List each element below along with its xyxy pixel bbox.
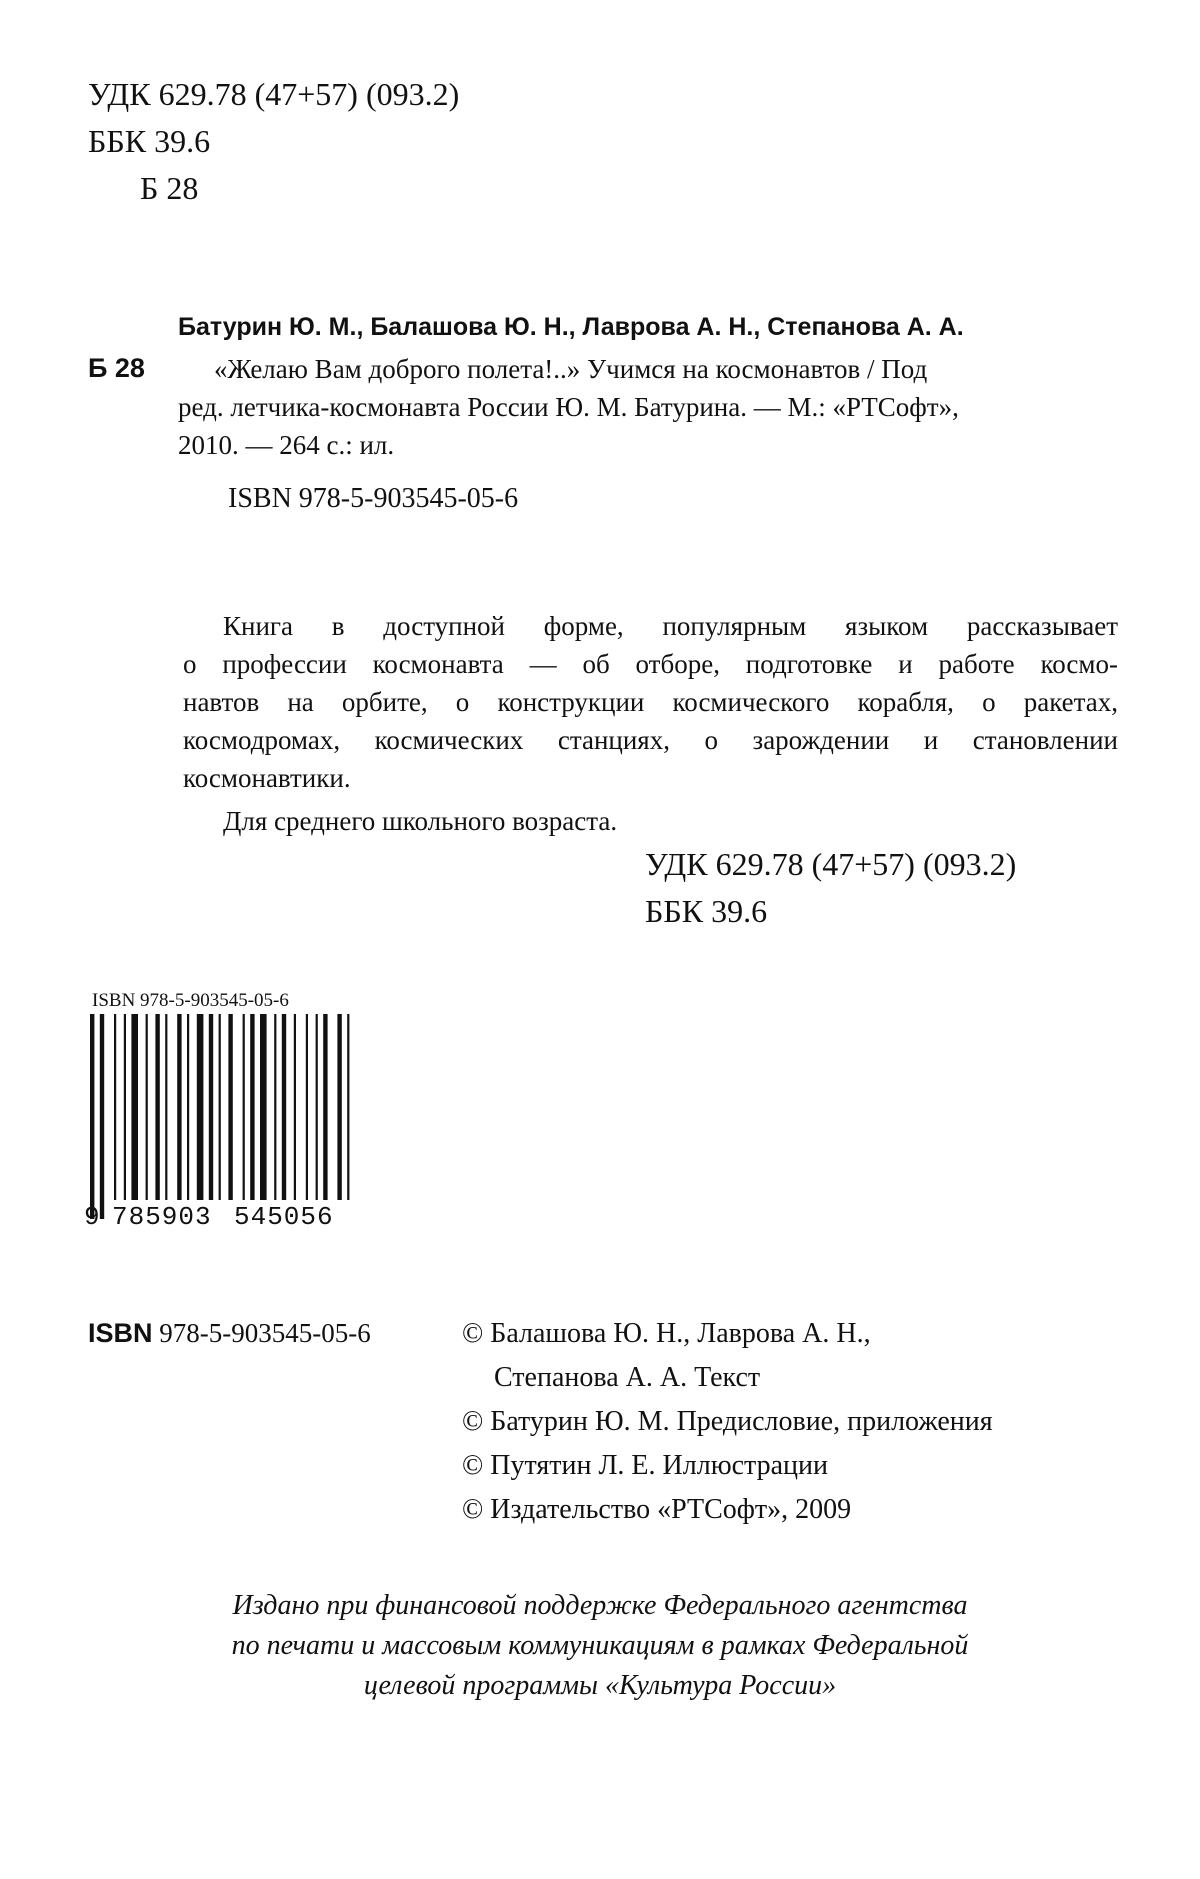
annotation-line: о профессии космонавта — об отборе, подготовке и работе космо- [183, 649, 1118, 679]
funding-line: целевой программы «Культура России» [363, 1670, 837, 1701]
barcode-lead-digit: 9 [84, 1202, 101, 1232]
barcode-bar-10 [197, 1014, 204, 1200]
barcode-bar-21 [316, 1014, 318, 1200]
funding-note [0, 1586, 1200, 1706]
author-mark-side: Б 28 [88, 353, 145, 383]
barcode-bar-6 [155, 1014, 159, 1200]
barcode-isbn-label: ISBN 978-5-903545-05-6 [92, 990, 289, 1011]
udk-code-top: УДК 629.78 (47+57) (093.2) [88, 76, 460, 112]
barcode-bar-12 [219, 1014, 221, 1200]
barcode-bar-15 [250, 1014, 254, 1200]
copyright-line: © Батурин Ю. М. Предисловие, приложения [462, 1406, 993, 1437]
annotation-line: космонавтики. [183, 763, 351, 793]
barcode-bar-9 [187, 1014, 189, 1200]
barcode-bar-8 [177, 1014, 181, 1200]
barcode-bars [88, 1014, 360, 1234]
barcode-bar-4 [131, 1014, 138, 1200]
annotation-line: Книга в доступной форме, популярным языком рассказывает [223, 611, 1118, 641]
barcode-digits-right: 545056 [234, 1202, 334, 1232]
barcode-digits-left: 785903 [112, 1202, 212, 1232]
annotation-line: навтов на орбите, о конструкции космического корабля, о ракетах, [183, 687, 1118, 717]
barcode-bar-24 [347, 1014, 349, 1200]
authors-heading: Батурин Ю. М., Балашова Ю. Н., Лаврова А. Н., Степанова А. А. [178, 313, 964, 341]
bbk-code-bottom: ББК 39.6 [645, 893, 768, 929]
card-isbn: ISBN 978-5-903545-05-6 [228, 483, 519, 514]
barcode-bar-20 [306, 1014, 308, 1200]
udk-code-bottom: УДК 629.78 (47+57) (093.2) [645, 846, 1017, 882]
funding-line: Издано при финансовой поддержке Федерального агентства [232, 1590, 968, 1621]
barcode-bar-1 [100, 1014, 104, 1219]
bbk-code-top: ББК 39.6 [88, 123, 211, 159]
barcode-bar-7 [165, 1014, 167, 1200]
bib-line: ред. летчика-космонавта России Ю. М. Батурина. — М.: «РТСофт», [178, 392, 959, 422]
copyright-isbn [88, 1318, 371, 1349]
barcode-bar-17 [274, 1014, 276, 1200]
bib-line: 2010. — 264 с.: ил. [178, 430, 395, 460]
barcode-bar-19 [294, 1014, 296, 1200]
barcode-bar-16 [260, 1014, 267, 1200]
barcode-bar-11 [209, 1014, 213, 1200]
barcode-bar-18 [282, 1014, 286, 1200]
barcode-bar-14 [243, 1014, 245, 1200]
author-mark-top: Б 28 [140, 170, 199, 206]
barcode-bar-13 [228, 1014, 232, 1200]
barcode-bar-5 [146, 1014, 148, 1200]
bib-line: «Желаю Вам доброго полета!..» Учимся на космонавтов / Под [214, 354, 928, 384]
isbn-number: 978-5-903545-05-6 [159, 1318, 371, 1348]
barcode-bar-22 [323, 1014, 327, 1200]
barcode-bar-23 [337, 1014, 341, 1200]
copyright-line: © Издательство «РТСофт», 2009 [462, 1494, 852, 1525]
barcode-bar-2 [114, 1014, 116, 1200]
annotation-text [183, 607, 1118, 797]
funding-line: по печати и массовым коммуникациям в рамках Федеральной [231, 1630, 969, 1661]
isbn-barcode [84, 990, 360, 1238]
audience-note: Для среднего школьного возраста. [223, 806, 618, 836]
barcode-bar-3 [124, 1014, 126, 1200]
copyright-line: © Балашова Ю. Н., Лаврова А. Н., [462, 1318, 871, 1349]
isbn-prefix: ISBN [88, 1318, 153, 1348]
barcode-bar-0 [90, 1014, 94, 1219]
annotation-line: космодромах, космических станциях, о зарождении и становлении [183, 725, 1118, 755]
copyright-line: Степанова А. А. Текст [494, 1362, 761, 1393]
copyright-line: © Путятин Л. Е. Иллюстрации [462, 1450, 829, 1481]
